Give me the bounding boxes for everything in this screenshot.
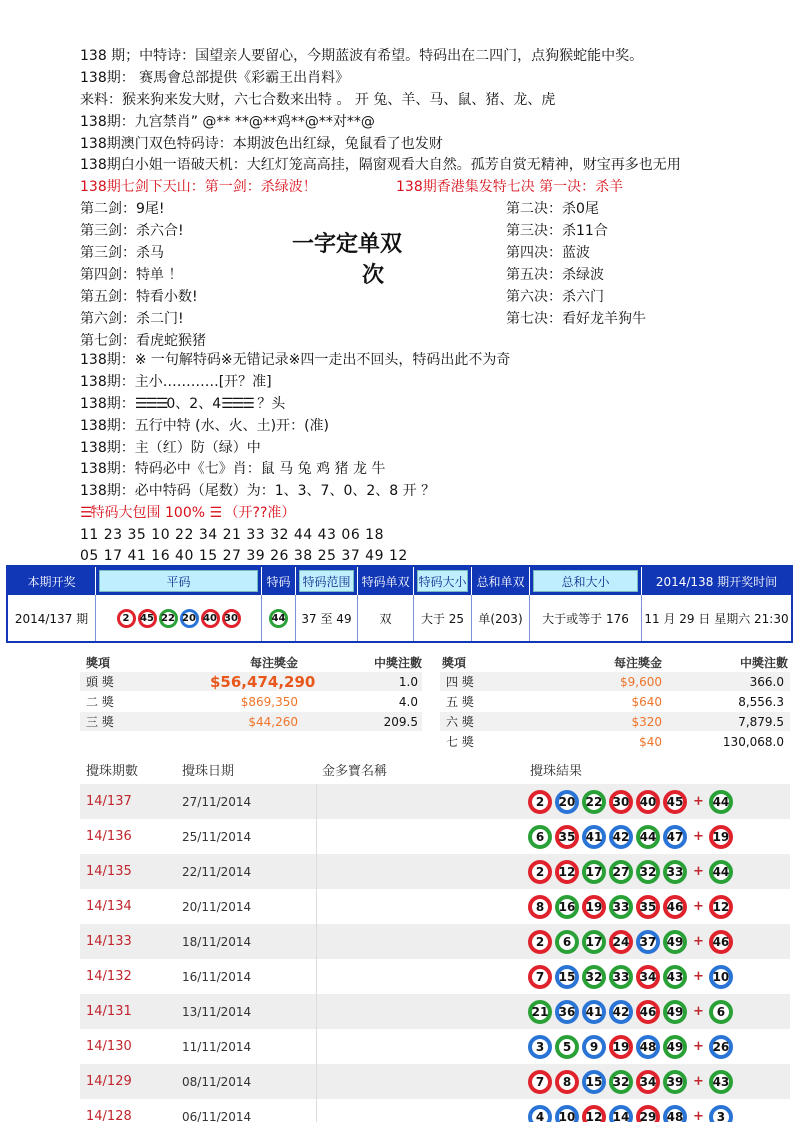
number-ball: 34 xyxy=(636,1070,660,1094)
results-header xyxy=(80,760,790,780)
result-date: 27/11/2014 xyxy=(182,794,252,809)
forecast-line: 138期： 赛馬會总部提供《彩霸王出肖料》 xyxy=(80,70,350,86)
result-balls xyxy=(528,860,736,884)
jue-item: 第五决：杀绿波 xyxy=(506,267,604,283)
prize-amount: $44,260 xyxy=(248,714,298,729)
special-ball: 46 xyxy=(709,930,733,954)
jue-item: 第四决：蓝波 xyxy=(506,245,590,261)
number-ball: 39 xyxy=(663,1070,687,1094)
result-date: 06/11/2014 xyxy=(182,1109,252,1122)
result-date: 13/11/2014 xyxy=(182,1004,252,1019)
number-ball: 41 xyxy=(582,1000,606,1024)
column-divider xyxy=(316,854,317,889)
prize-row xyxy=(80,672,422,691)
number-ball: 15 xyxy=(555,965,579,989)
special-ball: 19 xyxy=(709,825,733,849)
special-ball: 44 xyxy=(709,790,733,814)
number-ball: 42 xyxy=(609,1000,633,1024)
result-period: 14/129 xyxy=(86,1074,132,1089)
result-period: 14/131 xyxy=(86,1004,132,1019)
prize-rows xyxy=(440,672,790,751)
number-ball: 33 xyxy=(663,860,687,884)
prize-row xyxy=(80,712,422,731)
prize-header xyxy=(80,652,422,672)
sword-item: 第六剑：杀二门! xyxy=(80,311,184,327)
seven-swords-title: 138期七剑下天山：第一剑：杀绿波！ xyxy=(80,179,317,195)
number-ball: 45 xyxy=(663,790,687,814)
jue-item: 第七决：看好龙羊狗牛 xyxy=(506,311,646,327)
number-ball: 44 xyxy=(636,825,660,849)
sum-size-value: 大于或等于 176 xyxy=(530,595,642,641)
prize-name: 六 獎 xyxy=(446,715,474,729)
header-cell: 本期开奖 xyxy=(8,567,96,595)
column-divider xyxy=(316,889,317,924)
forecast-line: 138期：主（红）防（绿）中 xyxy=(80,440,261,456)
result-row xyxy=(80,784,790,819)
forecast-line xyxy=(80,394,285,414)
prize-amount: $869,350 xyxy=(240,694,298,709)
prize-amount: $40 xyxy=(639,734,662,749)
bar-glyphs: ☰ xyxy=(80,505,91,521)
number-ball: 27 xyxy=(609,860,633,884)
prize-row xyxy=(440,672,790,691)
sword-item: 第四剑：特单 ！ xyxy=(80,267,183,283)
number-ball: 41 xyxy=(582,825,606,849)
forecast-line: 138期：必中特码（尾数）为：1、3、7、0、2、8 开 ？ xyxy=(80,483,436,499)
result-date: 22/11/2014 xyxy=(182,864,252,879)
draw-time: 11 月 29 日 星期六 21:30 xyxy=(644,611,789,626)
number-ball: 17 xyxy=(582,860,606,884)
result-period: 14/133 xyxy=(86,934,132,949)
prize-header-amount: 每注獎金 xyxy=(613,655,662,670)
result-row xyxy=(80,1029,790,1064)
number-ball: 36 xyxy=(555,1000,579,1024)
result-period: 14/135 xyxy=(86,864,132,879)
prize-name: 二 獎 xyxy=(86,695,114,709)
prize-count: 7,879.5 xyxy=(738,714,784,729)
result-period: 14/132 xyxy=(86,969,132,984)
number-ball: 47 xyxy=(663,825,687,849)
sum-oddeven-value: 单(203) xyxy=(472,595,530,641)
number-ball: 29 xyxy=(636,1105,660,1122)
number-ball: 19 xyxy=(582,895,606,919)
number-ball: 46 xyxy=(663,895,687,919)
number-ball: 30 xyxy=(222,609,241,628)
forecast-line: 138期：※ 一句解特码※无错记录※四一走出不回头，特码出此不为奇 xyxy=(80,352,511,368)
result-balls xyxy=(528,1105,736,1122)
result-balls xyxy=(528,790,736,814)
number-ball: 24 xyxy=(609,930,633,954)
header-cell: 2014/138 期开奖时间 xyxy=(655,574,778,589)
prize-row xyxy=(80,692,422,711)
number-ball: 7 xyxy=(528,965,552,989)
prize-table-right xyxy=(440,652,790,752)
plus-sign: + xyxy=(693,899,704,914)
number-ball: 8 xyxy=(555,1070,579,1094)
prize-amount: $56,474,290 xyxy=(210,672,316,691)
sword-item: 第二剑：9尾! xyxy=(80,201,165,217)
header-cell xyxy=(96,567,262,595)
result-row xyxy=(80,924,790,959)
column-divider xyxy=(316,1029,317,1064)
plus-sign: + xyxy=(693,829,704,844)
plus-sign: + xyxy=(693,864,704,879)
result-row xyxy=(80,1064,790,1099)
line-prefix: 138期： xyxy=(80,396,135,412)
number-list: 11 23 35 10 22 34 21 33 32 44 43 06 18 xyxy=(80,527,384,543)
header-cell: 特码单双 xyxy=(358,567,414,595)
header-cell: 总和单双 xyxy=(472,567,530,595)
number-ball: 20 xyxy=(555,790,579,814)
stamp-text: 一字定单双 xyxy=(292,231,403,257)
result-balls xyxy=(528,965,736,989)
prize-name: 五 獎 xyxy=(446,695,474,709)
result-balls xyxy=(528,1035,736,1059)
number-ball: 3 xyxy=(528,1035,552,1059)
prize-count: 209.5 xyxy=(383,714,418,729)
header-highlight: 特码大小 xyxy=(417,570,468,592)
header-highlight: 特码范围 xyxy=(299,570,354,592)
number-ball: 5 xyxy=(555,1035,579,1059)
result-row xyxy=(80,854,790,889)
results-header-result: 攪珠結果 xyxy=(530,764,583,779)
result-period: 14/130 xyxy=(86,1039,132,1054)
plus-sign: + xyxy=(693,1109,704,1122)
header-cell xyxy=(530,567,642,595)
result-row xyxy=(80,959,790,994)
forecast-line xyxy=(80,503,295,523)
plus-sign: + xyxy=(693,969,704,984)
prize-name: 三 獎 xyxy=(86,715,114,729)
number-ball: 8 xyxy=(528,895,552,919)
prize-name: 七 獎 xyxy=(446,735,474,749)
result-balls xyxy=(528,930,736,954)
forecast-line: 138 期；中特诗：国望亲人要留心，今期蓝波有希望。特码出在二四门，点狗猴蛇能中奖。 xyxy=(80,48,644,64)
sword-item: 第七剑：看虎蛇猴猪 xyxy=(80,333,206,349)
forecast-line: 138期澳门双色特码诗：本期波色出红绿，兔鼠看了也发财 xyxy=(80,136,443,152)
plus-sign: + xyxy=(693,1004,704,1019)
number-ball: 33 xyxy=(609,895,633,919)
number-ball: 32 xyxy=(582,965,606,989)
prize-amount: $9,600 xyxy=(620,674,662,689)
number-ball: 49 xyxy=(663,1000,687,1024)
number-ball: 12 xyxy=(582,1105,606,1122)
result-balls xyxy=(528,1070,736,1094)
number-ball: 6 xyxy=(528,825,552,849)
plus-sign: + xyxy=(693,934,704,949)
number-ball: 30 xyxy=(609,790,633,814)
header-cell xyxy=(296,567,358,595)
prize-count: 366.0 xyxy=(749,674,784,689)
number-ball: 15 xyxy=(582,1070,606,1094)
draw-period: 2014/137 期 xyxy=(8,595,96,641)
draw-body xyxy=(8,595,791,641)
prize-count: 130,068.0 xyxy=(722,734,784,749)
prize-row xyxy=(440,732,790,751)
results-header-name: 金多寶名稱 xyxy=(322,764,388,779)
number-ball: 49 xyxy=(663,1035,687,1059)
oddeven-value: 双 xyxy=(358,595,414,641)
line-suffix: ？头 xyxy=(252,396,286,412)
number-list: 05 17 41 16 40 15 27 39 26 38 25 37 49 12 xyxy=(80,548,408,564)
number-ball: 22 xyxy=(582,790,606,814)
number-ball: 2 xyxy=(528,930,552,954)
number-ball: 2 xyxy=(117,609,136,628)
result-balls xyxy=(528,825,736,849)
results-header-period: 攪珠期數 xyxy=(86,764,139,779)
prize-header-count: 中獎注數 xyxy=(739,655,788,670)
plus-sign: + xyxy=(693,1039,704,1054)
result-date: 20/11/2014 xyxy=(182,899,252,914)
number-ball: 40 xyxy=(636,790,660,814)
prize-rows xyxy=(80,672,422,731)
jue-item: 第六决：杀六门 xyxy=(506,289,604,305)
line-suffix: （开??准） xyxy=(220,505,296,521)
result-row xyxy=(80,889,790,924)
prize-header-name: 獎項 xyxy=(86,655,111,670)
plus-sign: + xyxy=(693,794,704,809)
result-row xyxy=(80,994,790,1029)
number-ball: 34 xyxy=(636,965,660,989)
number-ball: 48 xyxy=(636,1035,660,1059)
column-divider xyxy=(316,994,317,1029)
results-header-date: 攪珠日期 xyxy=(182,764,235,779)
forecast-line: 138期白小姐一语破天机：大红灯笼高高挂，隔窗观看大自然。孤芳自赏无精神，财宝再多也无用 xyxy=(80,157,681,173)
number-ball: 16 xyxy=(555,895,579,919)
prize-count: 4.0 xyxy=(398,694,418,709)
number-ball: 42 xyxy=(609,825,633,849)
result-period: 14/134 xyxy=(86,899,132,914)
result-period: 14/137 xyxy=(86,794,132,809)
forecast-line: 138期：九宫禁肖” @** **@**鸡**@**对**@ xyxy=(80,114,375,130)
prize-table-left xyxy=(80,652,422,732)
line-prefix: 特码大包围 100% xyxy=(90,505,206,521)
special-ball: 3 xyxy=(709,1105,733,1122)
result-date: 16/11/2014 xyxy=(182,969,252,984)
number-ball: 43 xyxy=(663,965,687,989)
prize-row xyxy=(440,712,790,731)
prize-count: 8,556.3 xyxy=(738,694,784,709)
special-ball: 10 xyxy=(709,965,733,989)
number-ball: 10 xyxy=(555,1105,579,1122)
number-ball: 20 xyxy=(180,609,199,628)
number-ball: 17 xyxy=(582,930,606,954)
column-divider xyxy=(316,959,317,994)
bar-glyphs: ☰☰☰ xyxy=(221,396,253,412)
prize-row xyxy=(440,692,790,711)
number-ball: 9 xyxy=(582,1035,606,1059)
prize-amount: $640 xyxy=(631,694,662,709)
prize-amount: $320 xyxy=(631,714,662,729)
number-ball: 32 xyxy=(609,1070,633,1094)
prize-name: 四 獎 xyxy=(446,675,474,689)
column-divider xyxy=(316,924,317,959)
number-ball: 19 xyxy=(609,1035,633,1059)
prize-name: 頭 獎 xyxy=(86,675,114,689)
header-highlight: 平码 xyxy=(99,570,258,592)
number-ball: 37 xyxy=(636,930,660,954)
special-ball: 6 xyxy=(709,1000,733,1024)
result-row xyxy=(80,1099,790,1122)
number-ball: 49 xyxy=(663,930,687,954)
result-date: 25/11/2014 xyxy=(182,829,252,844)
stamp-text: 次 xyxy=(362,262,385,288)
number-ball: 35 xyxy=(555,825,579,849)
size-value: 大于 25 xyxy=(414,595,472,641)
bar-glyphs: ☰ xyxy=(209,505,221,521)
forecast-line: 138期：特码必中《七》肖：鼠 马 兔 鸡 猪 龙 牛 xyxy=(80,461,386,477)
jue-item: 第三决：杀11合 xyxy=(506,223,608,239)
sword-item: 第五剑：特看小数! xyxy=(80,289,198,305)
number-ball: 46 xyxy=(636,1000,660,1024)
prize-count: 1.0 xyxy=(398,674,418,689)
special-ball-cell xyxy=(262,595,296,641)
column-divider xyxy=(316,1064,317,1099)
special-ball: 43 xyxy=(709,1070,733,1094)
sword-item: 第三剑：杀马 xyxy=(80,245,164,261)
line-mid: 0、2、4 xyxy=(166,396,222,412)
number-ball: 12 xyxy=(555,860,579,884)
number-ball: 2 xyxy=(528,790,552,814)
column-divider xyxy=(316,1099,317,1122)
special-ball: 26 xyxy=(709,1035,733,1059)
draw-balls xyxy=(96,595,262,641)
range-value: 37 至 49 xyxy=(296,595,358,641)
jue-item: 第二决：杀0尾 xyxy=(506,201,599,217)
result-date: 11/11/2014 xyxy=(182,1039,252,1054)
number-ball: 2 xyxy=(528,860,552,884)
special-ball: 44 xyxy=(709,860,733,884)
prize-header xyxy=(440,652,790,672)
number-ball: 14 xyxy=(609,1105,633,1122)
column-divider xyxy=(316,819,317,854)
result-balls xyxy=(528,895,736,919)
header-cell xyxy=(414,567,472,595)
draw-header xyxy=(8,567,791,595)
header-cell: 特码 xyxy=(262,567,296,595)
number-ball: 7 xyxy=(528,1070,552,1094)
draw-result-table xyxy=(6,565,793,643)
result-row xyxy=(80,819,790,854)
number-ball: 6 xyxy=(555,930,579,954)
number-ball: 4 xyxy=(528,1105,552,1122)
header-highlight: 总和大小 xyxy=(533,570,638,592)
sword-item: 第三剑：杀六合! xyxy=(80,223,184,239)
result-period: 14/128 xyxy=(86,1109,132,1122)
number-ball: 45 xyxy=(138,609,157,628)
forecast-line: 来料：猴来狗来发大财，六七合数来出特 。 开 兔、羊、马、鼠、猪、龙、虎 xyxy=(80,92,556,108)
result-period: 14/136 xyxy=(86,829,132,844)
forecast-line: 138期：五行中特 (水、火、土)开：(准) xyxy=(80,418,330,434)
result-date: 18/11/2014 xyxy=(182,934,252,949)
number-ball: 21 xyxy=(528,1000,552,1024)
number-ball: 22 xyxy=(159,609,178,628)
number-ball: 40 xyxy=(201,609,220,628)
forecast-line: 138期：主小…………[开？准] xyxy=(80,374,272,390)
special-ball: 12 xyxy=(709,895,733,919)
bar-glyphs: ☰☰☰ xyxy=(134,396,167,412)
number-ball: 32 xyxy=(636,860,660,884)
prize-header-count: 中獎注數 xyxy=(373,655,422,670)
column-divider xyxy=(316,784,317,819)
result-date: 08/11/2014 xyxy=(182,1074,252,1089)
result-balls xyxy=(528,1000,736,1024)
number-ball: 35 xyxy=(636,895,660,919)
prize-header-amount: 每注獎金 xyxy=(249,655,298,670)
plus-sign: + xyxy=(693,1074,704,1089)
number-ball: 48 xyxy=(663,1105,687,1122)
special-ball: 44 xyxy=(269,609,288,628)
seven-jue-title: 138期香港集发特七决 第一决：杀羊 xyxy=(396,179,624,195)
prize-header-name: 獎項 xyxy=(442,655,467,670)
number-ball: 33 xyxy=(609,965,633,989)
